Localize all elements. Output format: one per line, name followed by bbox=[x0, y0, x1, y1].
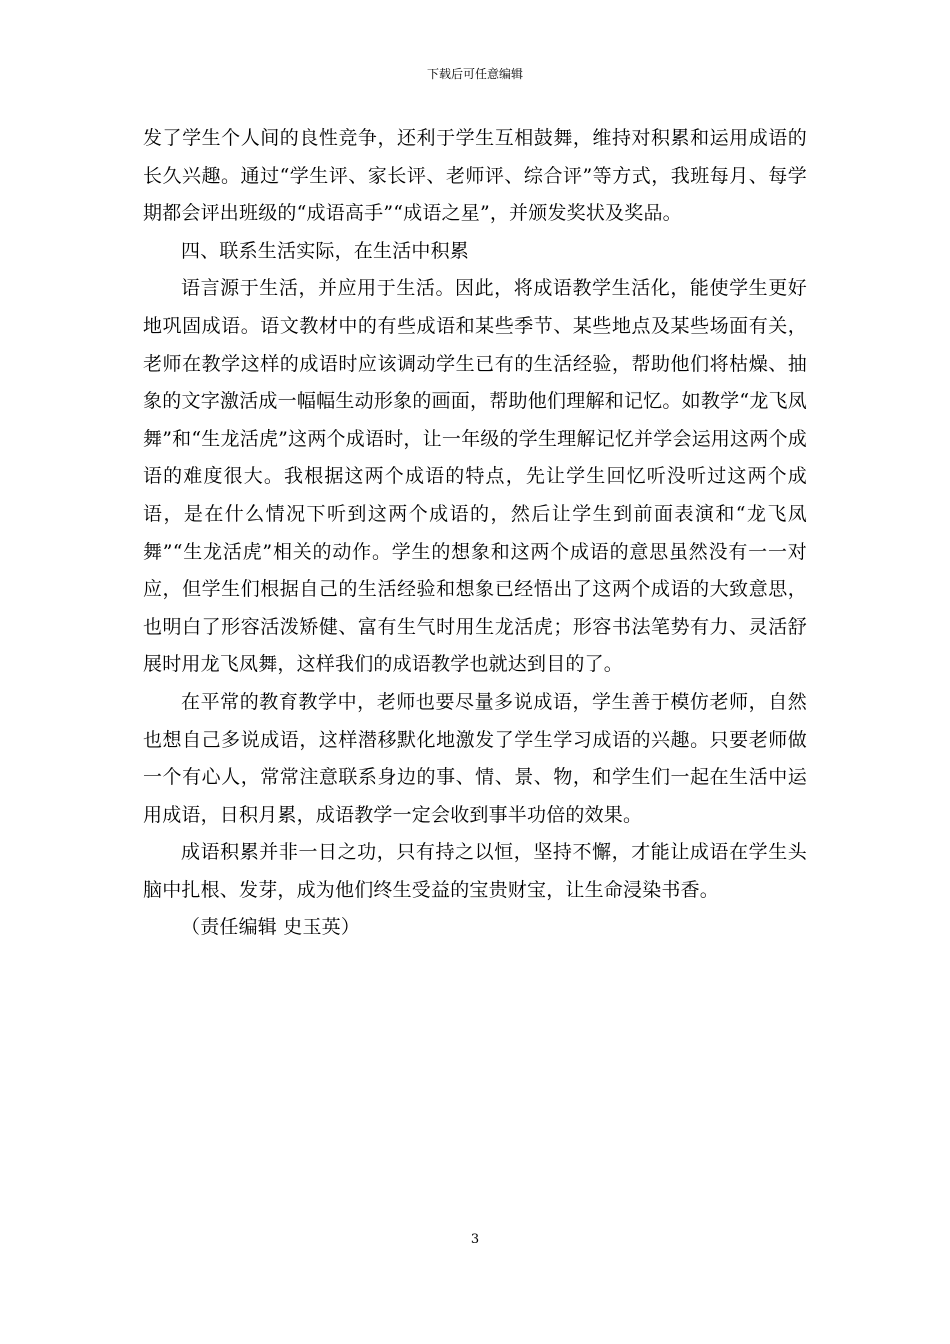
page-header: 下载后可任意编辑 bbox=[426, 67, 523, 81]
paragraph-continuation: 发了学生个人间的良性竞争，还利于学生互相鼓舞，维持对积累和运用成语的长久兴趣。通过“学生评、家长评、老师评、综合评”等方式，我班每月、每学期都会评出班级的“成语高手”“成语之星”，并颁发奖状及奖品。 bbox=[143, 127, 807, 225]
paragraph: 成语积累并非一日之功，只有持之以恒，坚持不懈，才能让成语在学生头脑中扎根、发芽，成为他们终生受益的宝贵财宝，让生命浸染书香。 bbox=[143, 841, 807, 901]
paragraph: 语言源于生活，并应用于生活。因此，将成语教学生活化，能使学生更好地巩固成语。语文教材中的有些成语和某些季节、某些地点及某些场面有关，老师在教学这样的成语时应该调动学生已有的生活经验，帮助他们将枯燥、抽象的文字激活成一幅幅生动形象的画面，帮助他们理解和记忆。如教学“龙飞凤舞”和“生龙活虎”这两个成语时，让一年级的学生理解记忆并学会运用这两个成语的难度很大。我根据这两个成语的特点，先让学生回忆听没听过这两个成语，是在什么情况下听到这两个成语的，然后让学生到前面表演和“龙飞凤舞”“生龙活虎”相关的动作。学生的想象和这两个成语的意思虽然没有一一对应，但学生们根据自己的生活经验和想象已经悟出了这两个成语的大致意思，也明白了形容活泼矫健、富有生气时用生龙活虎；形容书法笔势有力、灵活舒展时用龙飞凤舞，这样我们的成语教学也就达到目的了。 bbox=[143, 277, 807, 676]
document-body bbox=[143, 120, 807, 947]
paragraph: 在平常的教育教学中，老师也要尽量多说成语，学生善于模仿老师，自然也想自己多说成语，这样潜移默化地激发了学生学习成语的兴趣。只要老师做一个有心人，常常注意联系身边的事、情、景、物，和学生们一起在生活中运用成语，日积月累，成语教学一定会收到事半功倍的效果。 bbox=[143, 690, 807, 826]
section-heading: 四、联系生活实际，在生活中积累 bbox=[181, 239, 470, 262]
editor-note: （责任编辑 史玉英） bbox=[181, 916, 361, 939]
page-number: 3 bbox=[470, 1232, 480, 1247]
